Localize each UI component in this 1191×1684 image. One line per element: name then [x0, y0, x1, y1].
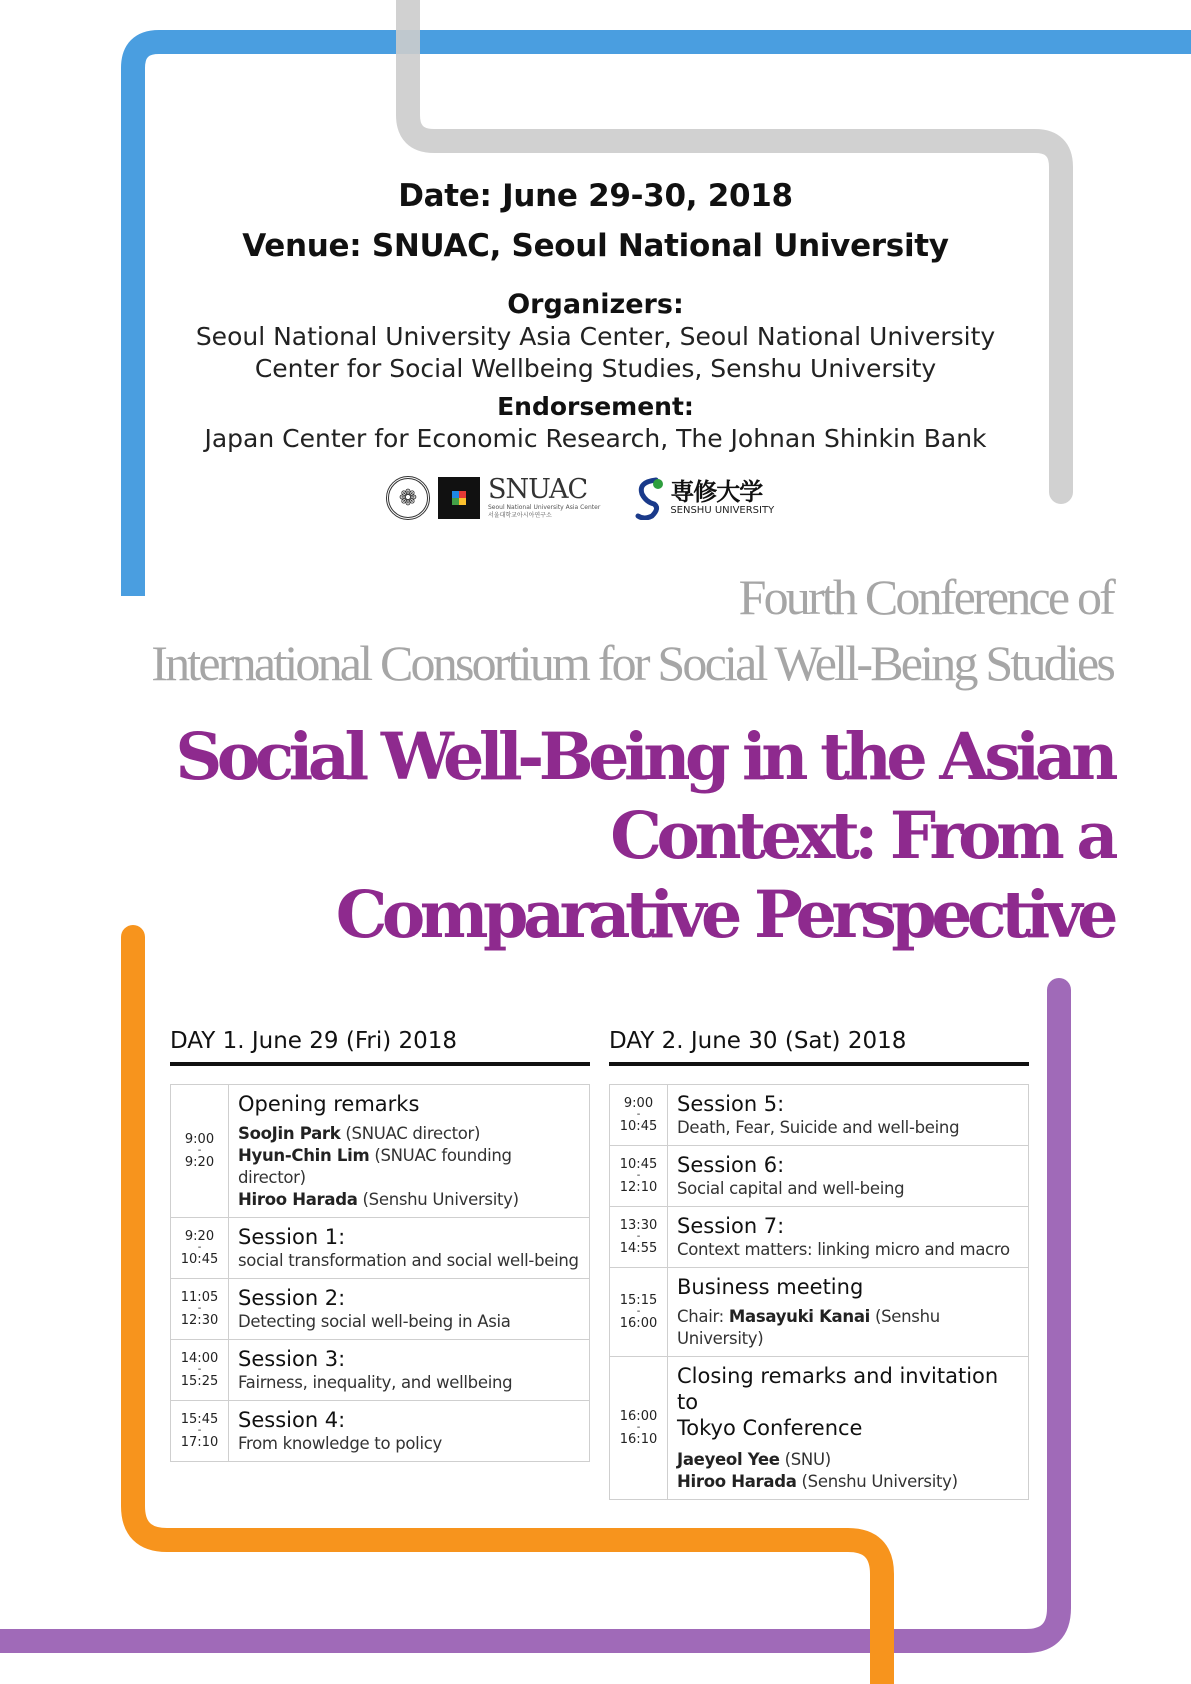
- speaker: [677, 1449, 1019, 1471]
- senshu-logo-text: [670, 479, 774, 517]
- main-title-line-1: Social Well-Being in the Asian: [175, 719, 1113, 795]
- event-date: Date: June 29-30, 2018: [398, 178, 793, 214]
- snuac-logo-text: [488, 476, 600, 520]
- end-time: 12:10: [619, 1180, 658, 1195]
- senshu-english: SENSHU UNIVERSITY: [670, 505, 775, 516]
- time-dash: -: [636, 1306, 641, 1317]
- session-title: Opening remarks: [238, 1092, 420, 1116]
- start-time: 9:20: [184, 1229, 215, 1244]
- session-description: Fairness, inequality, and wellbeing: [238, 1373, 513, 1392]
- end-time: 17:10: [180, 1435, 219, 1450]
- sponsor-logos: [386, 476, 774, 520]
- time-cell: [171, 1085, 229, 1217]
- start-time: 11:05: [180, 1290, 219, 1305]
- time-dash: -: [636, 1422, 641, 1433]
- session-title-continued: Tokyo Conference: [677, 1416, 863, 1440]
- time-cell: [610, 1357, 668, 1499]
- table-row: [171, 1339, 589, 1400]
- chair: [677, 1306, 1019, 1350]
- session-title: Session 7:: [677, 1214, 785, 1238]
- end-time: 16:10: [619, 1432, 658, 1447]
- speaker-affiliation: (SNUAC director): [345, 1124, 481, 1143]
- time-dash: -: [197, 1425, 202, 1436]
- session-title: Session 6:: [677, 1153, 785, 1177]
- senshu-logo-icon: [634, 476, 664, 520]
- start-time: 15:45: [180, 1412, 219, 1427]
- chair-label: Chair:: [677, 1307, 724, 1326]
- start-time: 9:00: [184, 1132, 215, 1147]
- session-description: Death, Fear, Suicide and well-being: [677, 1118, 960, 1137]
- time-dash: -: [636, 1170, 641, 1181]
- university-seal-icon: ❁: [386, 476, 430, 520]
- endorsement-line: Japan Center for Economic Research, The Johnan Shinkin Bank: [204, 424, 987, 453]
- start-time: 15:15: [619, 1293, 658, 1308]
- start-time: 10:45: [619, 1157, 658, 1172]
- time-dash: -: [197, 1364, 202, 1375]
- session-title: Session 1:: [238, 1225, 346, 1249]
- table-row: [171, 1278, 589, 1339]
- conference-subtitle-line-2: International Consortium for Social Well-Being Studies: [151, 635, 1113, 691]
- table-row: [171, 1217, 589, 1278]
- session-content: [668, 1268, 1028, 1356]
- time-dash: -: [197, 1242, 202, 1253]
- table-row: [610, 1267, 1028, 1356]
- table-row: [171, 1085, 589, 1217]
- end-time: 10:45: [619, 1119, 658, 1134]
- time-dash: -: [636, 1109, 641, 1120]
- senshu-kanji: 専修大学: [670, 478, 763, 506]
- time-cell: [171, 1340, 229, 1400]
- end-time: 10:45: [180, 1252, 219, 1267]
- chair-affiliation: (Senshu University): [677, 1307, 940, 1348]
- session-description: From knowledge to policy: [238, 1434, 442, 1453]
- event-venue: Venue: SNUAC, Seoul National University: [242, 228, 949, 264]
- session-description: Social capital and well-being: [677, 1179, 905, 1198]
- session-content: [229, 1401, 589, 1461]
- table-row: [171, 1400, 589, 1461]
- session-content: [668, 1207, 1028, 1267]
- session-content: [668, 1146, 1028, 1206]
- time-cell: [171, 1218, 229, 1278]
- main-title-line-3: Comparative Perspective: [335, 877, 1113, 953]
- conference-subtitle-line-1: Fourth Conference of: [738, 569, 1113, 625]
- day1-schedule: [170, 1026, 590, 1462]
- day1-heading: DAY 1. June 29 (Fri) 2018: [170, 1026, 590, 1066]
- snuac-subtitle-en: Seoul National University Asia Center: [488, 504, 601, 511]
- time-cell: [171, 1279, 229, 1339]
- session-title: Business meeting: [677, 1275, 864, 1299]
- start-time: 14:00: [180, 1351, 219, 1366]
- end-time: 12:30: [180, 1313, 219, 1328]
- session-description: social transformation and social well-being: [238, 1251, 579, 1270]
- session-title: Closing remarks and invitation to: [677, 1364, 999, 1414]
- time-dash: -: [197, 1303, 202, 1314]
- speaker: [238, 1123, 580, 1145]
- day2-heading: DAY 2. June 30 (Sat) 2018: [609, 1026, 1029, 1066]
- session-title: Session 4:: [238, 1408, 346, 1432]
- time-cell: [171, 1401, 229, 1461]
- session-content: [229, 1218, 589, 1278]
- session-title: Session 3:: [238, 1347, 346, 1371]
- start-time: 16:00: [619, 1409, 658, 1424]
- session-content: [229, 1279, 589, 1339]
- speaker: [238, 1189, 580, 1211]
- session-description: Detecting social well-being in Asia: [238, 1312, 511, 1331]
- speaker: [677, 1471, 1019, 1493]
- endorsement-heading: Endorsement:: [497, 392, 694, 421]
- table-row: [610, 1356, 1028, 1499]
- snuac-logo-icon: [438, 477, 480, 519]
- speaker-affiliation: (SNUAC founding director): [238, 1146, 512, 1187]
- time-dash: -: [197, 1145, 202, 1156]
- snuac-subtitle-ko: 서울대학교아시아연구소: [488, 512, 552, 519]
- speaker-name: SooJin Park: [238, 1124, 341, 1143]
- session-description: Context matters: linking micro and macro: [677, 1240, 1010, 1259]
- speaker-name: Hiroo Harada: [677, 1472, 797, 1491]
- main-title-line-2: Context: From a: [610, 798, 1113, 874]
- chair-name: Masayuki Kanai: [728, 1307, 871, 1326]
- organizers-heading: Organizers:: [507, 289, 684, 320]
- start-time: 13:30: [619, 1218, 658, 1233]
- speaker-name: Jaeyeol Yee: [677, 1450, 780, 1469]
- end-time: 15:25: [180, 1374, 219, 1389]
- start-time: 9:00: [623, 1096, 654, 1111]
- organizers-line-2: Center for Social Wellbeing Studies, Senshu University: [254, 354, 937, 383]
- snuac-name: SNUAC: [488, 474, 588, 505]
- day2-table: [609, 1084, 1029, 1500]
- day2-schedule: [609, 1026, 1029, 1500]
- organizers-line-1: Seoul National University Asia Center, Seoul National University: [195, 322, 996, 351]
- session-content: [668, 1357, 1028, 1499]
- time-cell: [610, 1146, 668, 1206]
- speaker-name: Hiroo Harada: [238, 1190, 358, 1209]
- speaker-affiliation: (Senshu University): [362, 1190, 519, 1209]
- table-row: [610, 1145, 1028, 1206]
- session-title: Session 2:: [238, 1286, 346, 1310]
- speaker-affiliation: (Senshu University): [801, 1472, 958, 1491]
- time-cell: [610, 1085, 668, 1145]
- session-content: [229, 1085, 589, 1217]
- session-content: [229, 1340, 589, 1400]
- table-row: [610, 1206, 1028, 1267]
- time-cell: [610, 1268, 668, 1356]
- session-content: [668, 1085, 1028, 1145]
- time-dash: -: [636, 1231, 641, 1242]
- speaker: [238, 1145, 580, 1189]
- table-row: [610, 1085, 1028, 1145]
- speaker-name: Hyun-Chin Lim: [238, 1146, 370, 1165]
- end-time: 16:00: [619, 1316, 658, 1331]
- end-time: 9:20: [184, 1155, 215, 1170]
- end-time: 14:55: [619, 1241, 658, 1256]
- speaker-affiliation: (SNU): [784, 1450, 831, 1469]
- session-title: Session 5:: [677, 1092, 785, 1116]
- time-cell: [610, 1207, 668, 1267]
- day1-table: [170, 1084, 590, 1462]
